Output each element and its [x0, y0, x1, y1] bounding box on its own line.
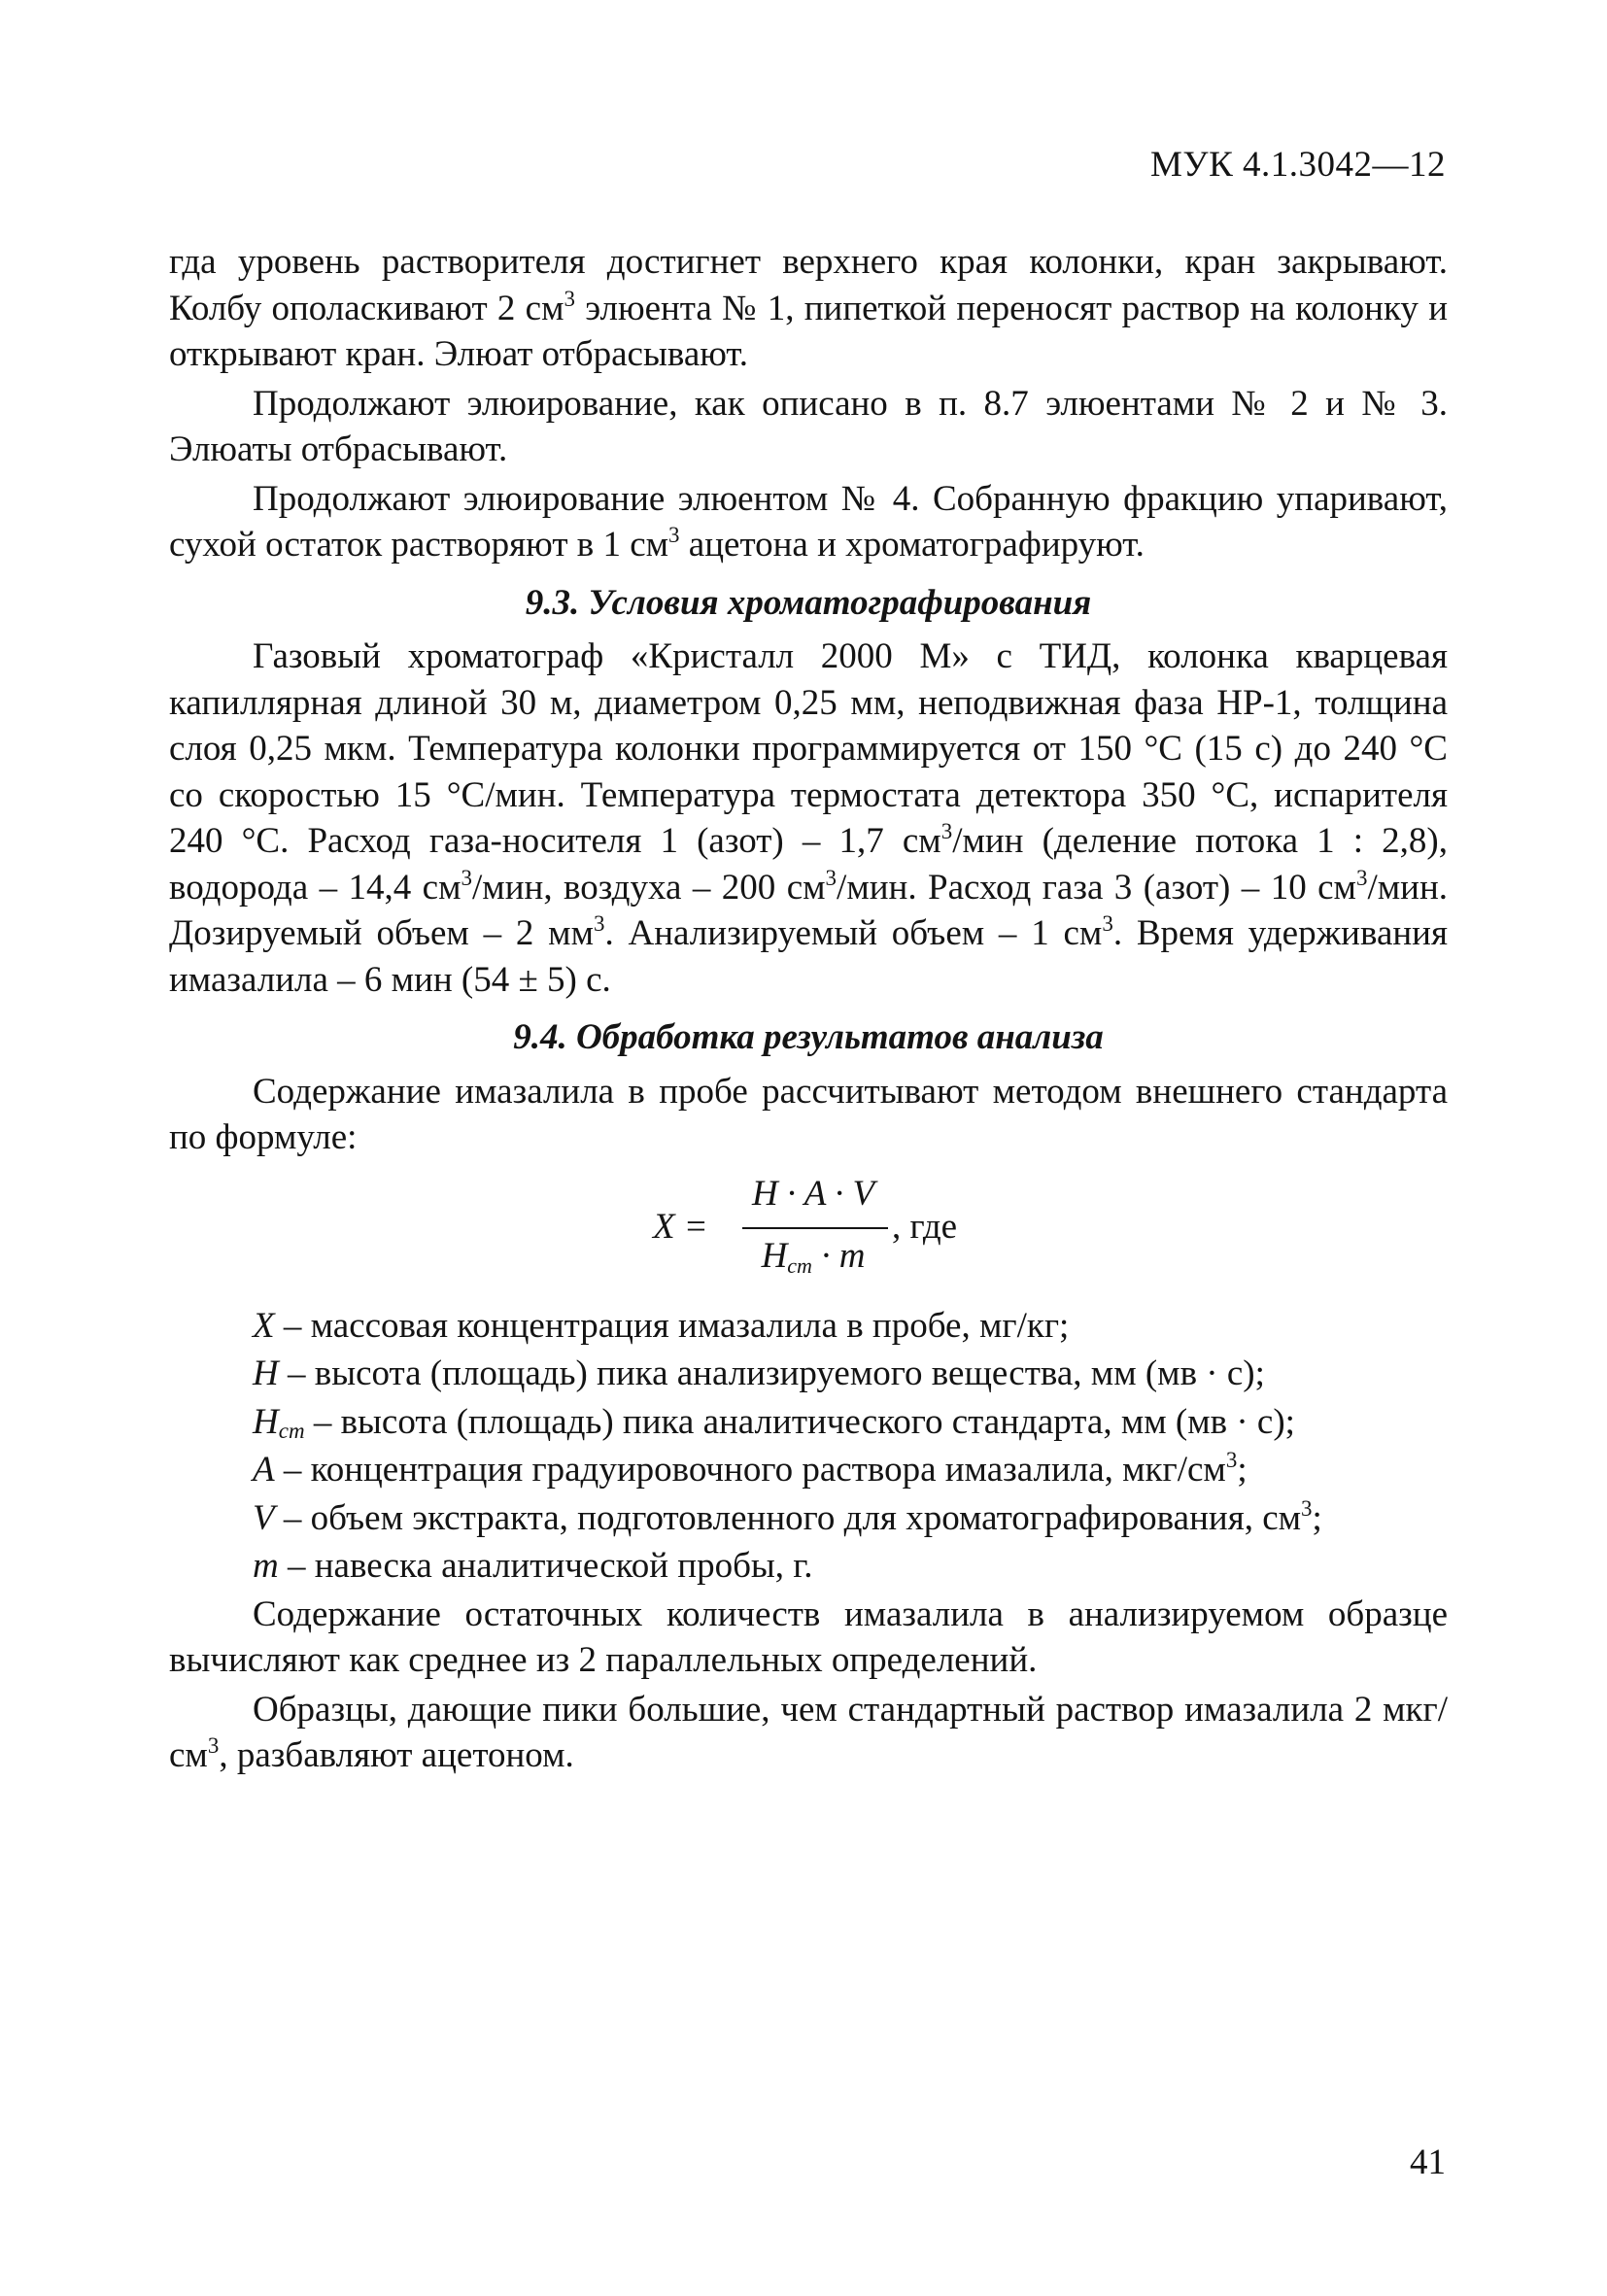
- paragraph-chromatography-conditions: Газовый хроматограф «Кристалл 2000 М» с ТИД, колонка кварцевая капиллярная длиной 30 м, диаметром 0,25 мм, неподвижная фаза HP-1, толщина слоя 0,25 мкм. Температура колонки программируется от 150 °C (15 с) до 240 °C со скоростью 15 °C/мин. Температура термостата детектора 350 °C, испарителя 240 °C. Расход газа-носителя 1 (азот) – 1,7 $см^3$/мин (деление потока 1 : 2,8), водорода – 14,4 $см^3$/мин, воздуха – 200 $см^3$/мин. Расход газа 3 (азот) – 10 $см^3$/мин. Дозируемый объем – 2 $мм^3$. Анализируемый объем – 1 $см^3$. Время удерживания имазалила – 6 мин (54 ± 5) с.: [169, 636, 1449, 1000]
- paragraph-average-results: Содержание остаточных количеств имазалила в анализируемом образце вычисляют как среднее из 2 параллельных определений.: [169, 1593, 1448, 1680]
- section-heading-9-3: 9.3. Условия хроматографирования: [525, 582, 1092, 623]
- formula-fraction-bar: [742, 1227, 888, 1229]
- definition-a: A – концентрация градуировочного раствора имазалила, мкг/$см^3$;: [253, 1448, 1248, 1490]
- page-number: 41: [1410, 2142, 1446, 2182]
- formula-lhs: X: [653, 1206, 675, 1247]
- definition-m: m – навеска аналитической пробы, г.: [253, 1546, 813, 1586]
- document-code-header: МУК 4.1.3042—12: [1149, 145, 1446, 185]
- paragraph-calculation-intro: Содержание имазалила в пробе рассчитывают методом внешнего стандарта по формуле:: [169, 1071, 1448, 1157]
- section-heading-9-4: 9.4. Обработка результатов анализа: [513, 1017, 1104, 1057]
- formula-block: [169, 1171, 1448, 1285]
- paragraph-eluent-4: Продолжают элюирование элюентом № 4. Собранную фракцию упаривают, сухой остаток растворяют в 1 $см^3$ ацетона и хроматографируют.: [169, 478, 1448, 565]
- paragraph-column-flush: гда уровень растворителя достигнет верхнего края колонки, кран закрывают. Колбу ополаскивают 2 $см^3$ элюента № 1, пипеткой переносят раствор на колонку и открывают кран. Элюат отбрасывают.: [169, 242, 1448, 374]
- formula-where-suffix: , где: [892, 1206, 958, 1247]
- paragraph-dilution: Образцы, дающие пики большие, чем стандартный раствор имазалила 2 мкг/$см^3$, разбавляют ацетоном.: [169, 1689, 1448, 1775]
- definition-x: X – массовая концентрация имазалила в пробе, мг/кг;: [253, 1305, 1070, 1346]
- definition-v: V – объем экстракта, подготовленного для хроматографирования, $см^3$;: [253, 1495, 1322, 1538]
- paragraph-continue-elution: Продолжают элюирование, как описано в п. 8.7 элюентами № 2 и № 3. Элюаты отбрасывают.: [169, 383, 1448, 469]
- formula-equals: =: [686, 1206, 706, 1247]
- definition-h: H – высота (площадь) пика анализируемого вещества, мм (мв · с);: [253, 1354, 1265, 1393]
- definition-h-st: $H_{ст}$ – высота (площадь) пика аналитического стандарта, мм (мв · с);: [253, 1401, 1295, 1443]
- page-content: [169, 239, 1448, 1782]
- formula-denominator: $H_{ст} \cdot m$: [761, 1235, 866, 1278]
- formula-numerator: H · A · V: [751, 1173, 875, 1214]
